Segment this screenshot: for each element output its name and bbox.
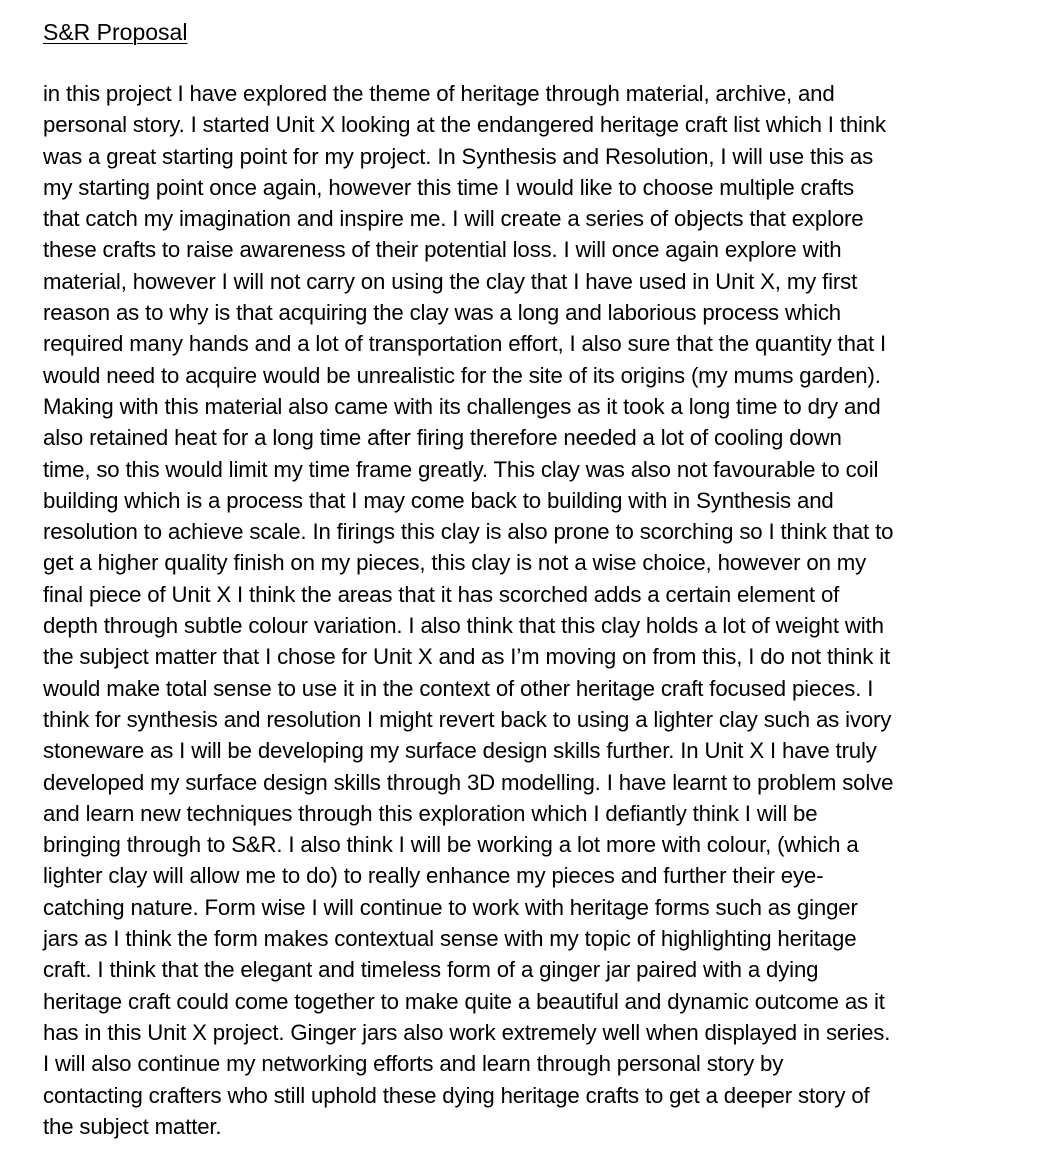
body-text-line: think for synthesis and resolution I might revert back to using a lighter clay such as ivory (43, 706, 892, 732)
body-text-line: developed my surface design skills through 3D modelling. I have learnt to problem solve (43, 769, 894, 795)
body-text-line: building which is a process that I may come back to building with in Synthesis and (43, 487, 834, 513)
body-text-line: resolution to achieve scale. In firings this clay is also prone to scorching so I think that to (43, 519, 894, 545)
body-text-line: the subject matter that I chose for Unit X and as I’m moving on from this, I do not think it (43, 644, 890, 670)
body-text-line: craft. I think that the elegant and timeless form of a ginger jar paired with a dying (43, 957, 819, 983)
body-text-line: stoneware as I will be developing my surface design skills further. In Unit X I have truly (43, 738, 877, 764)
body-text-line: personal story. I started Unit X looking at the endangered heritage craft list which I think (43, 112, 886, 138)
body-text-line: time, so this would limit my time frame greatly. This clay was also not favourable to coil (43, 456, 879, 482)
body-text-line: heritage craft could come together to make quite a beautiful and dynamic outcome as it (43, 988, 885, 1014)
body-text-line: contacting crafters who still uphold these dying heritage crafts to get a deeper story of (43, 1082, 870, 1108)
body-text-line: Making with this material also came with its challenges as it took a long time to dry and (43, 393, 881, 419)
document (43, 16, 1023, 1142)
document-body (43, 78, 1023, 1142)
body-text-line: final piece of Unit X I think the areas that it has scorched adds a certain element of (43, 581, 840, 607)
body-text-line: and learn new techniques through this exploration which I defiantly think I will be (43, 800, 818, 826)
body-text-line: my starting point once again, however this time I would like to choose multiple crafts (43, 174, 854, 200)
document-title: S&R Proposal (43, 19, 188, 45)
body-text-line: get a higher quality finish on my pieces, this clay is not a wise choice, however on my (43, 550, 867, 576)
body-text-line: jars as I think the form makes contextual sense with my topic of highlighting heritage (43, 926, 857, 952)
body-text-line: also retained heat for a long time after firing therefore needed a lot of cooling down (43, 425, 842, 451)
body-text-line: depth through subtle colour variation. I also think that this clay holds a lot of weight with (43, 613, 884, 639)
body-text-line: would make total sense to use it in the context of other heritage craft focused pieces. I (43, 675, 874, 701)
body-text-line: these crafts to raise awareness of their potential loss. I will once again explore with (43, 237, 842, 263)
body-text-line: lighter clay will allow me to do) to really enhance my pieces and further their eye- (43, 863, 824, 889)
body-text-line: bringing through to S&R. I also think I will be working a lot more with colour, (which a (43, 832, 859, 858)
body-text-line: was a great starting point for my project. In Synthesis and Resolution, I will use this as (43, 143, 874, 169)
body-text-line: would need to acquire would be unrealistic for the site of its origins (my mums garden). (43, 362, 881, 388)
body-text-line: that catch my imagination and inspire me. I will create a series of objects that explore (43, 206, 864, 232)
body-text-line: in this project I have explored the theme of heritage through material, archive, and (43, 81, 835, 106)
body-text-line: I will also continue my networking efforts and learn through personal story by (43, 1051, 784, 1077)
body-text-line: reason as to why is that acquiring the clay was a long and laborious process which (43, 300, 841, 326)
body-text-line: catching nature. Form wise I will continue to work with heritage forms such as ginger (43, 894, 858, 920)
body-text-line: required many hands and a lot of transportation effort, I also sure that the quantity that I (43, 331, 886, 357)
body-text-line: has in this Unit X project. Ginger jars also work extremely well when displayed in series. (43, 1019, 891, 1045)
body-text-line: the subject matter. (43, 1113, 222, 1139)
body-text-line: material, however I will not carry on using the clay that I have used in Unit X, my first (43, 268, 858, 294)
